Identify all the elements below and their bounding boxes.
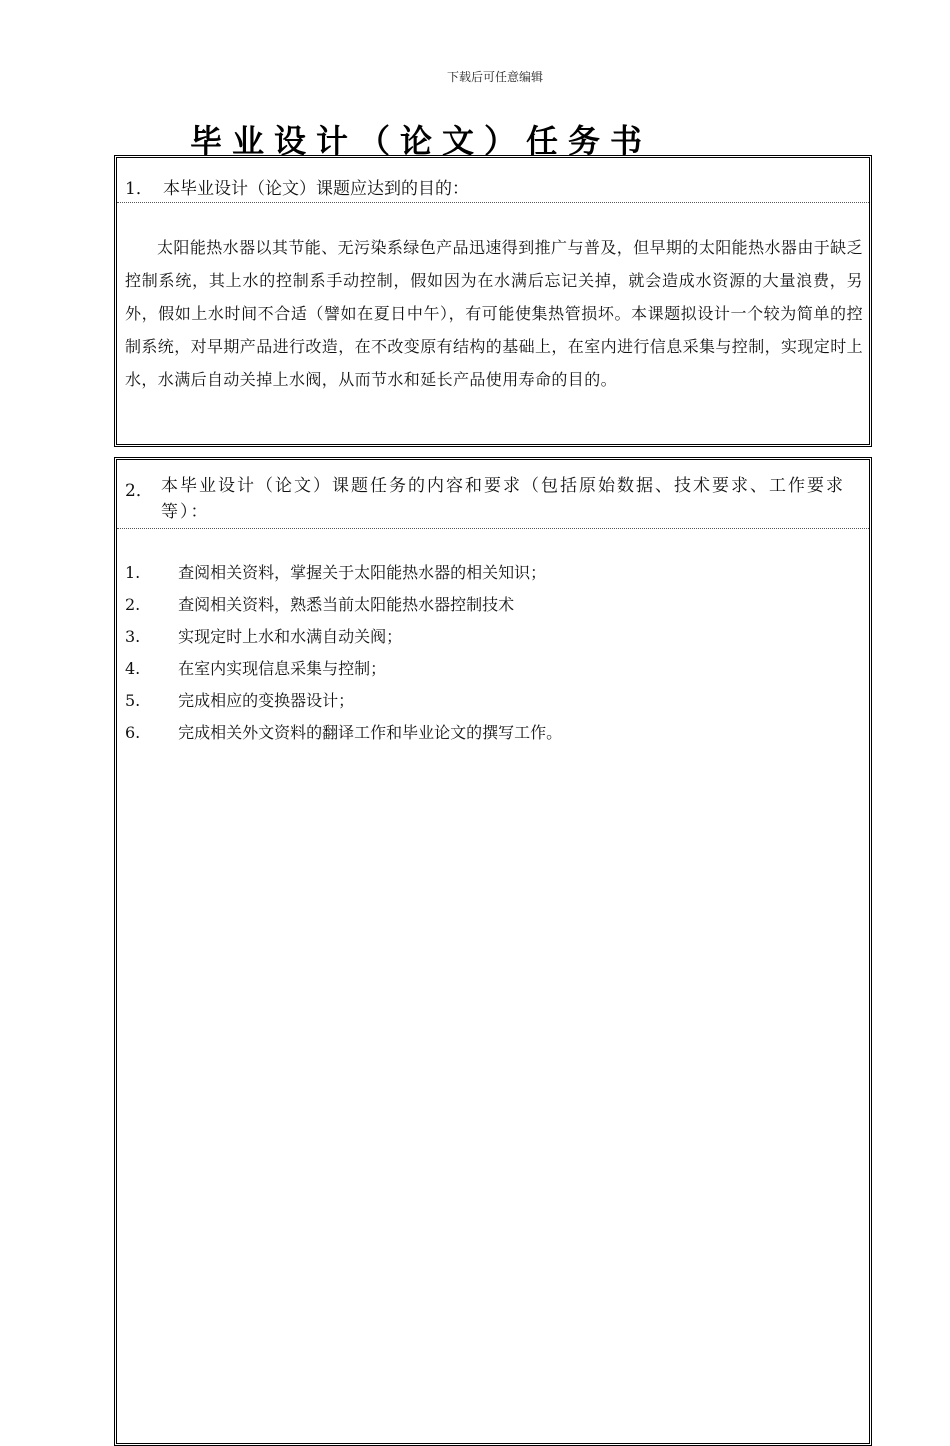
section-purpose-body: 太阳能热水器以其节能、无污染系绿色产品迅速得到推广与普及，但早期的太阳能热水器由于缺乏控制系统，其上水的控制系手动控制，假如因为在水满后忘记关掉，就会造成水资源的大量浪费，另外，假如上水时间不合适（譬如在夏日中午），有可能使集热管损坏。本课题拟设计一个较为简单的控制系统，对早期产品进行改造，在不改变原有结构的基础上，在室内进行信息采集与控制，实现定时上水，水满后自动关掉上水阀，从而节水和延长产品使用寿命的目的。	[125, 238, 864, 389]
list-item-text: 在室内实现信息采集与控制；	[178, 659, 387, 678]
list-item-index: 1.	[125, 563, 141, 582]
header-note: 下载后可任意编辑	[446, 70, 543, 84]
list-item	[125, 589, 562, 621]
list-item-text: 实现定时上水和水满自动关阀；	[178, 627, 403, 646]
list-item	[125, 685, 562, 717]
list-item-text: 查阅相关资料，掌握关于太阳能热水器的相关知识；	[178, 563, 547, 582]
list-item	[125, 557, 562, 589]
section-purpose-heading: 本毕业设计（论文）课题应达到的目的：	[163, 179, 469, 199]
section-purpose-number: 1．	[125, 179, 153, 199]
list-item-text: 完成相关外文资料的翻译工作和毕业论文的撰写工作。	[178, 723, 563, 742]
section-requirements	[114, 457, 872, 1446]
list-item-text: 完成相应的变换器设计；	[178, 691, 355, 710]
section-purpose	[114, 155, 872, 447]
list-item-index: 4.	[125, 659, 141, 678]
section-requirements-header	[117, 460, 869, 529]
list-item-index: 3.	[125, 627, 141, 646]
requirements-list	[125, 557, 562, 749]
list-item-text: 查阅相关资料，熟悉当前太阳能热水器控制技术	[178, 595, 515, 614]
section-requirements-number: 2．	[125, 481, 153, 501]
document-title: 毕业设计（论文）任务书	[190, 122, 653, 160]
section-requirements-heading: 本毕业设计（论文）课题任务的内容和要求（包括原始数据、技术要求、工作要求等）：	[161, 476, 845, 522]
list-item	[125, 653, 562, 685]
list-item-index: 6.	[125, 723, 141, 742]
list-item-index: 5.	[125, 691, 141, 710]
list-item	[125, 717, 562, 749]
list-item-index: 2.	[125, 595, 141, 614]
section-purpose-header	[117, 158, 869, 203]
list-item	[125, 621, 562, 653]
